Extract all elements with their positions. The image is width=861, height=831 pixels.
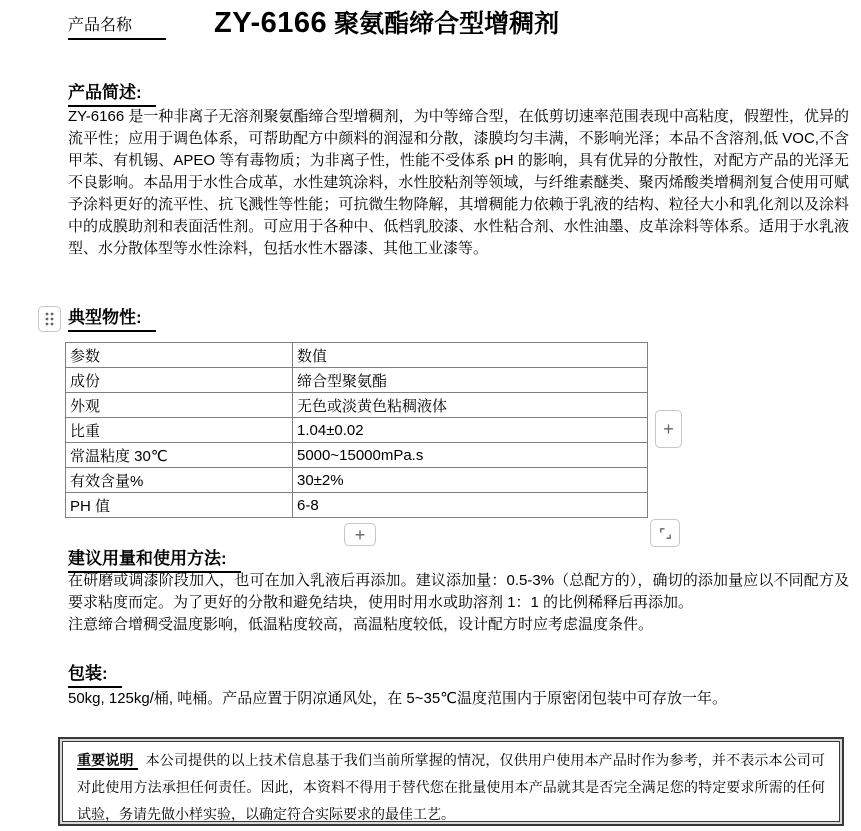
plus-icon: + [354, 524, 366, 545]
drag-handle[interactable] [38, 306, 61, 332]
add-row-button[interactable] [344, 523, 376, 546]
table-cell-value[interactable]: 缔合型聚氨酯 [293, 368, 648, 393]
table-row [66, 443, 648, 468]
table-cell-value[interactable]: 5000~15000mPa.s [293, 443, 648, 468]
table-cell-value[interactable]: 30±2% [293, 468, 648, 493]
table-row [66, 468, 648, 493]
product-name-label-text: 产品名称 [68, 12, 166, 40]
table-cell-value[interactable]: 1.04±0.02 [293, 418, 648, 443]
drag-handle-dots-icon [43, 311, 56, 327]
table-cell-value[interactable]: 6-8 [293, 493, 648, 518]
table-cell-param[interactable]: PH 值 [66, 493, 293, 518]
table-cell-param[interactable]: 比重 [66, 418, 293, 443]
product-title-text: 聚氨酯缔合型增稠剂 [334, 10, 560, 38]
table-header-row [66, 343, 648, 368]
table-cell-param[interactable]: 有效含量% [66, 468, 293, 493]
table-row [66, 493, 648, 518]
resize-corners-icon [658, 526, 673, 541]
notice-body: 本公司提供的以上技术信息基于我们当前所掌握的情况，仅供用户使用本产品时作为参考，并不表示本公司可对此使用方法承担任何责任。因此，本资料不得用于替代您在批量使用本产品就其是否完全满足您的特定要求所需的任何试验，务请先做小样实验，以确定符合实际要求的最佳工艺。 [77, 752, 826, 822]
usage-paragraph-1: 在研磨或调漆阶段加入，也可在加入乳液后再添加。建议添加量：0.5-3%（总配方的），确切的添加量应以不同配方及要求粘度而定。为了更好的分散和避免结块，使用时用水或助溶剂 1：1 的比例稀释后再添加。 [68, 572, 849, 611]
table-row [66, 393, 648, 418]
important-notice-content [62, 741, 840, 822]
usage-paragraph-2: 注意缔合增稠受温度影响，低温粘度较高，高温粘度较低，设计配方时应考虑温度条件。 [68, 616, 654, 633]
product-name-label [68, 12, 166, 40]
table-header-param[interactable]: 参数 [66, 343, 293, 368]
table-row [66, 418, 648, 443]
overview-paragraph: ZY-6166 是一种非离子无溶剂聚氨酯缔合型增稠剂，为中等缔合型，在低剪切速率范围表现中高粘度，假塑性，优异的流平性；应用于调色体系，可帮助配方中颜料的润湿和分散，漆膜均匀丰满，不影响光泽；本品不含溶剂,低 VOC,不含甲苯、有机锡、APEO 等有毒物质；为非离子性，性能不受体系 pH 的影响，具有优异的分散性，对配方产品的光泽无不良影响。本品用于水性合成革，水性建筑涂料，水性胶粘剂等领域，与纤维素醚类、聚丙烯酸类增稠剂复合使用可赋予涂料更好的流平性、抗飞溅性等性能；可抗微生物降解，其增稠能力依赖于乳液的结构、粒径大小和乳化剂以及涂料中的成膜助剂和表面活性剂。可应用于各种中、低档乳胶漆、水性粘合剂、水性油墨、皮革涂料等体系。适用于水乳液型、水分散体型等水性涂料，包括水性木器漆、其他工业漆等。 [68, 108, 849, 257]
properties-table [65, 342, 648, 518]
table-cell-value[interactable]: 无色或淡黄色粘稠液体 [293, 393, 648, 418]
table-cell-param[interactable]: 成份 [66, 368, 293, 393]
table-cell-param[interactable]: 外观 [66, 393, 293, 418]
table-cell-param[interactable]: 常温粘度 30℃ [66, 443, 293, 468]
table-resize-button[interactable] [650, 519, 680, 547]
section-heading-properties: 典型物性: [68, 303, 156, 332]
add-column-button[interactable] [655, 410, 682, 448]
notice-label: 重要说明 [77, 752, 138, 770]
table-row [66, 368, 648, 393]
section-heading-overview: 产品简述: [68, 78, 156, 107]
product-code: ZY-6166 [214, 7, 328, 39]
usage-paragraph [68, 570, 849, 636]
plus-icon: + [663, 419, 674, 439]
page-title [214, 4, 559, 40]
table-header-value[interactable]: 数值 [293, 343, 648, 368]
section-heading-packaging: 包装: [68, 659, 122, 688]
section-heading-usage: 建议用量和使用方法: [68, 544, 241, 573]
packaging-paragraph: 50kg, 125kg/桶, 吨桶。产品应置于阴凉通风处，在 5~35℃温度范围内于原密闭包装中可存放一年。 [68, 690, 728, 707]
important-notice-box [58, 737, 844, 826]
